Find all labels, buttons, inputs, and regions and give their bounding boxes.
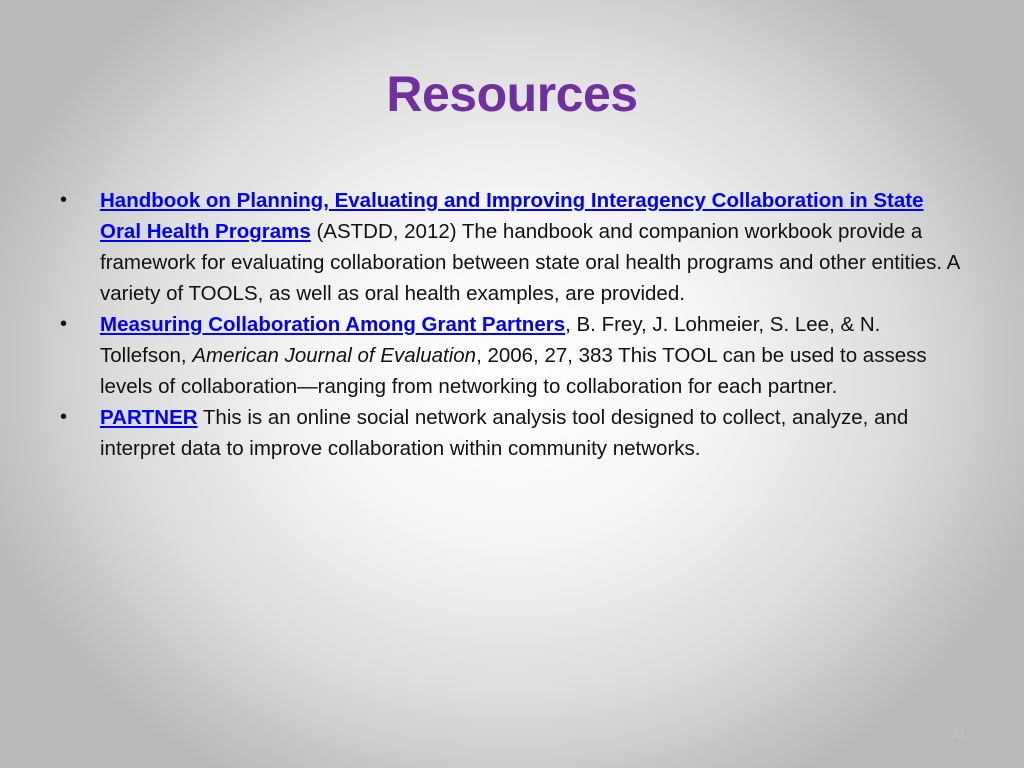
measuring-collaboration-description: , 2006, 27, 383 This TOOL can be used to assess levels of collaboration—ranging from networking to collaboration for each partner. bbox=[100, 344, 927, 398]
resource-list bbox=[54, 185, 966, 464]
bullet-icon: • bbox=[60, 313, 68, 335]
bullet-icon: • bbox=[60, 189, 68, 211]
partner-description: This is an online social network analysis tool designed to collect, analyze, and interpret data to improve collaboration within community networks. bbox=[100, 406, 909, 460]
list-item bbox=[54, 185, 966, 309]
slide-title: Resources bbox=[386, 66, 638, 122]
slide-content bbox=[54, 185, 966, 464]
bullet-icon: • bbox=[60, 406, 68, 428]
measuring-collaboration-authors: , B. Frey, J. Lohmeier, S. Lee, & N. Tollefson, bbox=[100, 313, 881, 367]
list-item bbox=[54, 402, 966, 464]
measuring-collaboration-link[interactable]: Measuring Collaboration Among Grant Partners bbox=[100, 313, 566, 336]
handbook-link[interactable]: Handbook on Planning, Evaluating and Improving Interagency Collaboration in State Oral Health Programs bbox=[100, 189, 924, 243]
list-item bbox=[54, 309, 966, 402]
page-number: 23 bbox=[951, 726, 964, 741]
partner-link[interactable]: PARTNER bbox=[100, 406, 198, 429]
handbook-description: (ASTDD, 2012) The handbook and companion workbook provide a framework for evaluating collaboration between state oral health programs and other entities. A variety of TOOLS, as well as oral health examples, are provided. bbox=[100, 220, 960, 305]
journal-title: American Journal of Evaluation bbox=[192, 344, 477, 367]
